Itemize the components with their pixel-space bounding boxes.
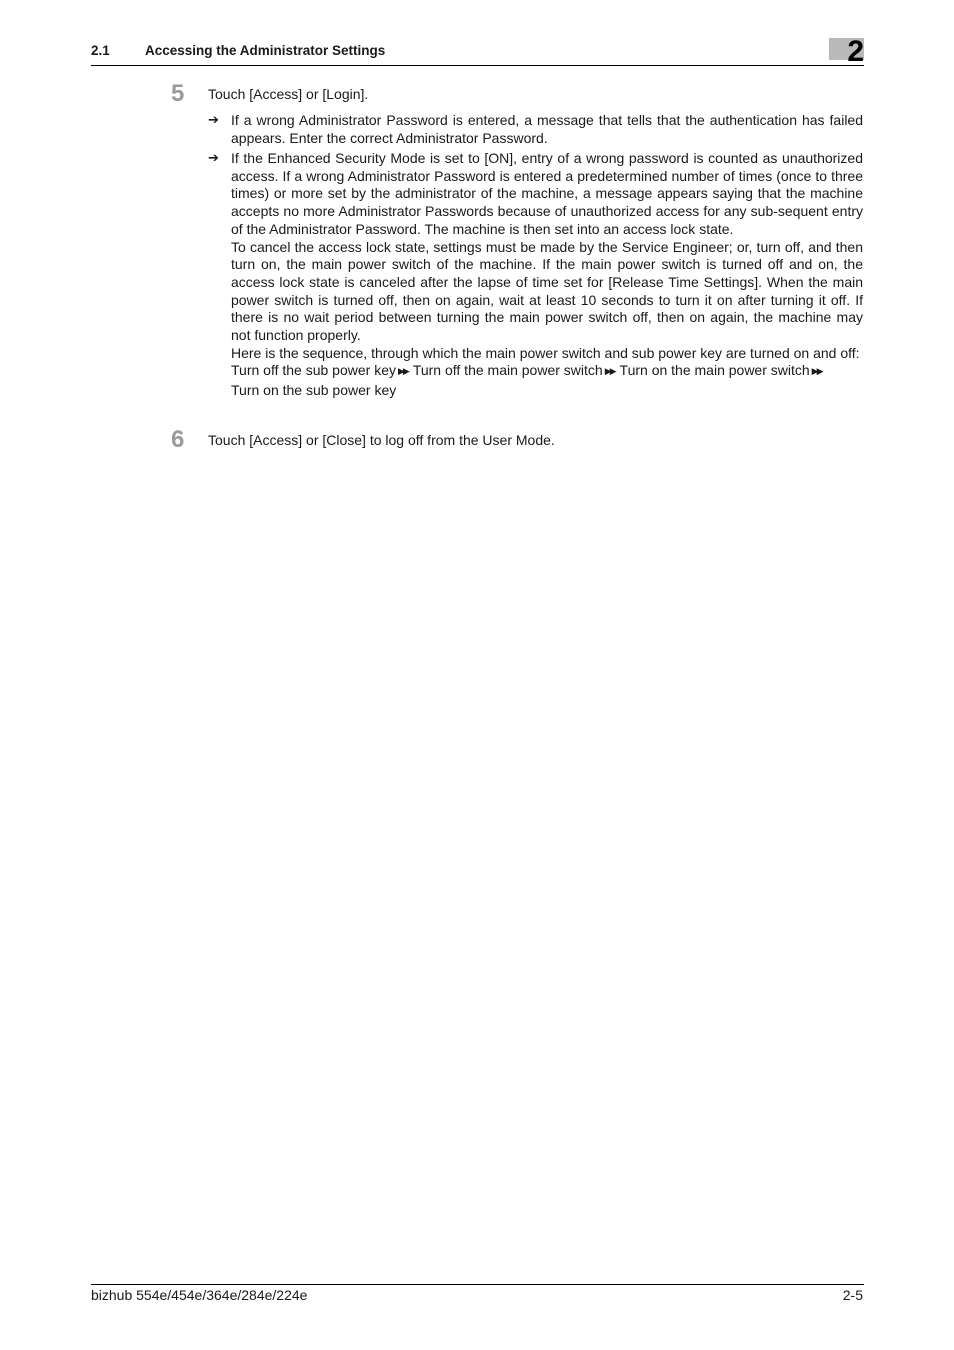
running-header <box>91 38 864 66</box>
bullet-body <box>231 150 863 400</box>
sequence-step: Turn on the sub power key <box>231 382 397 399</box>
bullet-paragraph: To cancel the access lock state, settings must be made by the Service Engineer; or, turn off, and then turn on, the main power switch of the machine. If the main power switch is turned off and on, the access lock state is canceled after the lapse of time set for [Release Time Settings]. When the main power switch is turned off, then on again, wait at least 10 seconds to turn it on after turning it off. If there is no wait period between turning the main power switch off, then on again, the machine may not function properly. <box>231 238 863 344</box>
page-number: 2-5 <box>842 1287 863 1303</box>
header-rule <box>91 65 864 66</box>
bullet-paragraph: If a wrong Administrator Password is entered, a message that tells that the authentication has failed appears. Enter the correct Administrator Password. <box>231 112 863 146</box>
power-sequence <box>231 362 863 399</box>
double-arrow-icon: ▶▶ <box>604 367 615 378</box>
sequence-step: Turn on the main power switch <box>619 362 810 379</box>
bullet-paragraph: If the Enhanced Security Mode is set to [ON], entry of a wrong password is counted as unauthorized access. If a wrong Administrator Password is entered a predetermined number of times (once to three times) or more set by the administrator of the machine, a message appears saying that the machine accepts no more Administrator Passwords because of unauthorized access for any sub-sequent entry of the Administrator Password. The machine is then set into an access lock state. <box>231 150 863 237</box>
footer-model: bizhub 554e/454e/364e/284e/224e <box>91 1287 308 1303</box>
double-arrow-icon: ▶▶ <box>811 367 822 378</box>
footer-rule <box>91 1284 864 1285</box>
step-number: 6 <box>171 426 185 453</box>
bullet-paragraph: Here is the sequence, through which the main power switch and sub power key are turned on and off: <box>231 344 860 361</box>
step-number: 5 <box>171 80 185 107</box>
sequence-step: Turn off the sub power key <box>231 362 396 379</box>
section-number: 2.1 <box>91 43 110 58</box>
bullet-body <box>231 112 863 147</box>
step-text: Touch [Access] or [Close] to log off from the User Mode. <box>208 432 555 448</box>
chapter-number: 2 <box>847 35 864 68</box>
double-arrow-icon: ▶▶ <box>397 367 408 378</box>
sequence-step: Turn off the main power switch <box>412 362 603 379</box>
arrow-icon: ➔ <box>208 151 219 166</box>
step-text: Touch [Access] or [Login]. <box>208 86 369 102</box>
arrow-icon: ➔ <box>208 113 219 128</box>
section-title: Accessing the Administrator Settings <box>145 43 386 58</box>
